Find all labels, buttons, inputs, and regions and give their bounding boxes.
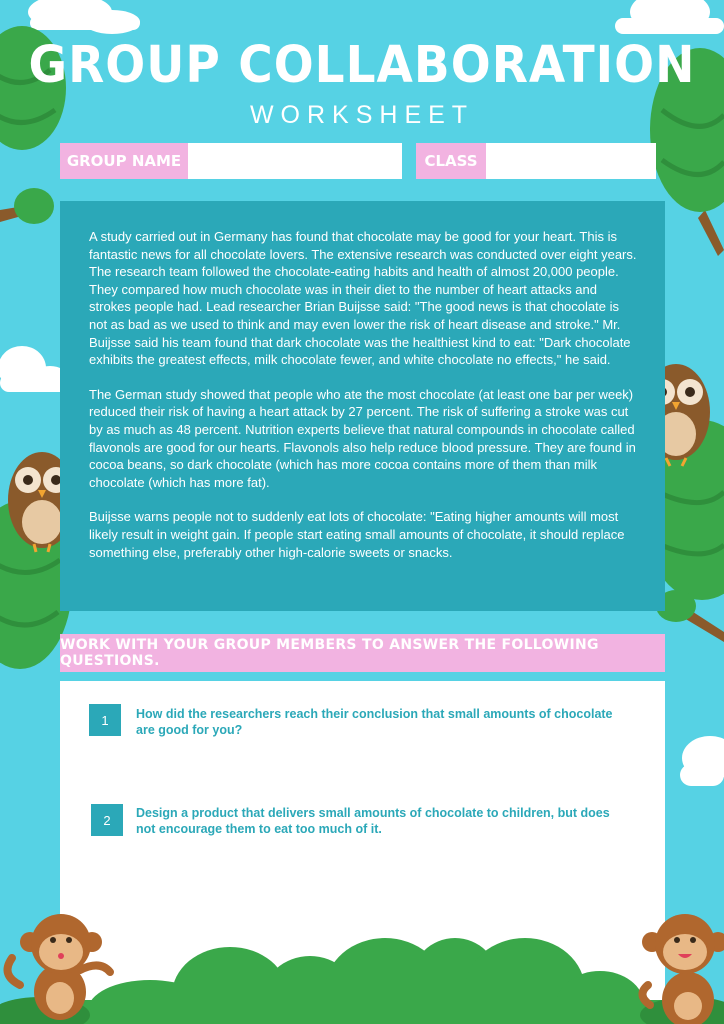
instructions-banner: WORK WITH YOUR GROUP MEMBERS TO ANSWER THE FOLLOWING QUESTIONS. xyxy=(60,634,665,672)
question-number: 1 xyxy=(89,704,121,736)
group-name-label: GROUP NAME xyxy=(60,143,188,179)
article-paragraph: The German study showed that people who ate the most chocolate (at least one bar per week) reduced their risk of having a heart attack by 27 percent. The risk of suffering a stroke was cut by as much as 48 percent. Nutrition experts believe that natural compounds in chocolate called flavonols are good for our hearts. Flavonols also help reduce blood pressure. They are found in cocoa beans, so dark chocolate (which has more cocoa contains more of them than milk chocolate (which has more fat). xyxy=(89,386,636,490)
page-title: GROUP COLLABORATION xyxy=(28,35,696,96)
page-subtitle: WORKSHEET xyxy=(249,101,475,129)
class-label: CLASS xyxy=(416,143,486,179)
question-number: 2 xyxy=(91,804,123,836)
question-text: How did the researchers reach their conclusion that small amounts of chocolate are good for you? xyxy=(136,707,613,737)
article-paragraph: A study carried out in Germany has found that chocolate may be good for your heart. This is fantastic news for all chocolate lovers. The extensive research was conducted over eight years. The research team followed the chocolate-eating habits and health of almost 20,000 people. They compared how much chocolate was in their diet to the number of heart attacks and strokes people had. Lead researcher Brian Buijsse said: "The good news is that chocolate is not as bad as we used to think and may even lower the risk of heart disease and stroke." Mr. Buijsse said his team found that dark chocolate was the healthiest kind to eat: "Dark chocolate exhibits the greatest effects, milk chocolate fewer, and white chocolate no effects," he said. xyxy=(89,229,637,368)
bush-icon xyxy=(60,938,680,1024)
article-paragraph: Buijsse warns people not to suddenly eat lots of chocolate: "Eating higher amounts will most likely result in weight gain. If people start eating small amounts of chocolate, it should replace something else, preferably other high-calorie sweets or snacks. xyxy=(89,509,625,560)
question-text: Design a product that delivers small amounts of chocolate to children, but does not encourage them to eat too much of it. xyxy=(136,806,610,836)
